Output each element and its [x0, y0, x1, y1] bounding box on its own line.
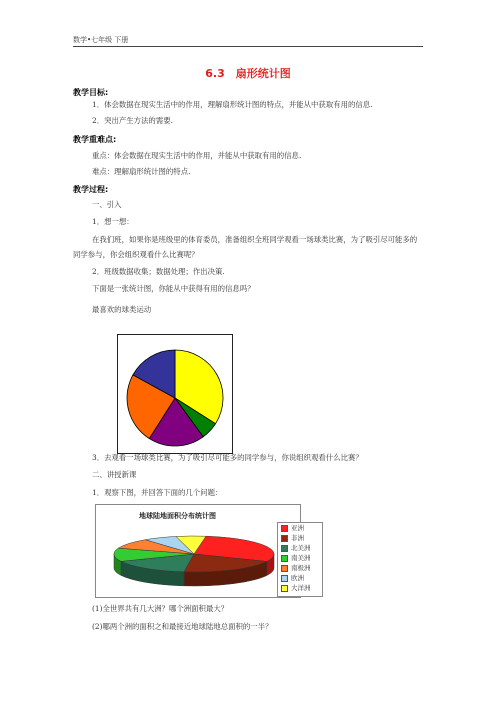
- legend-item: [281, 524, 304, 533]
- section-2: 二、讲授新课: [92, 470, 137, 479]
- keypoint-item: 难点：理解扇形统计图的特点.: [92, 167, 191, 176]
- legend-item: [281, 554, 311, 563]
- chart-question: 下面是一张统计图，你能从中获得有用的信息吗？: [92, 284, 255, 293]
- ball-sports-pie-chart: [118, 335, 232, 453]
- header-divider: [73, 46, 423, 47]
- legend-item: [281, 584, 311, 593]
- page-title: 6.3 扇形统计图: [205, 67, 291, 80]
- question-2: (2)哪两个洲的面积之和最接近地球陆地总面积的一半？: [92, 622, 273, 631]
- page-header: 数学•七年级 下册: [73, 36, 129, 44]
- think-label: 1．想一想：: [92, 217, 134, 226]
- legend-swatch: [281, 555, 288, 562]
- legend-swatch: [281, 565, 288, 572]
- legend-label: 大洋洲: [291, 584, 311, 592]
- goal-item: 2．突出产生方法的需要.: [92, 116, 173, 125]
- step-2: 2．班级数据收集；数据处理；作出决策.: [92, 267, 225, 276]
- process-heading: 教学过程:: [73, 185, 109, 194]
- step-3: 3．去观看一场球类比赛，为了吸引尽可能多的同学参与，你说组织观看什么比赛？: [92, 453, 363, 462]
- question-1: (1)全世界共有几大洲？哪个洲面积最大？: [92, 604, 229, 613]
- continents-pie-chart: [104, 527, 284, 593]
- legend-swatch: [281, 535, 288, 542]
- legend-item: [281, 534, 304, 543]
- legend-label: 欧洲: [291, 574, 304, 582]
- legend-label: 南美洲: [291, 554, 311, 562]
- legend-label: 非洲: [291, 534, 304, 542]
- legend-swatch: [281, 545, 288, 552]
- legend-label: 亚洲: [291, 524, 304, 532]
- legend-item: [281, 544, 311, 553]
- chart1-caption: 最喜欢的球类运动: [92, 305, 152, 314]
- observe-label: 1．观察下图，并回答下面的几个问题：: [92, 488, 223, 497]
- keypoints-heading: 教学重难点:: [73, 135, 117, 144]
- legend-item: [281, 564, 311, 573]
- legend-label: 南极洲: [291, 564, 311, 572]
- legend-label: 北美洲: [291, 544, 311, 552]
- legend-item: [281, 574, 304, 583]
- ball-sports-chart-frame: [117, 334, 233, 454]
- intro-paragraph: 在我们班，如果你是班级里的体育委员，准备组织全班同学观看一场球类比赛，为了吸引尽可能多的同学参与，你会组织观看什么比赛呢？: [73, 235, 418, 259]
- goal-item: 1．体会数据在现实生活中的作用，理解扇形统计图的特点，并能从中获取有用的信息.: [92, 100, 373, 109]
- legend-swatch: [281, 525, 288, 532]
- continents-chart-title: 地球陆地面积分布统计图: [139, 512, 216, 520]
- legend-swatch: [281, 585, 288, 592]
- goals-heading: 教学目标:: [73, 88, 109, 97]
- continents-legend: [277, 522, 323, 597]
- section-intro: 一、引入: [92, 200, 122, 209]
- keypoint-item: 重点：体会数据在现实生活中的作用，并能从中获取有用的信息.: [92, 151, 302, 160]
- continents-chart-frame: [95, 504, 301, 598]
- legend-swatch: [281, 575, 288, 582]
